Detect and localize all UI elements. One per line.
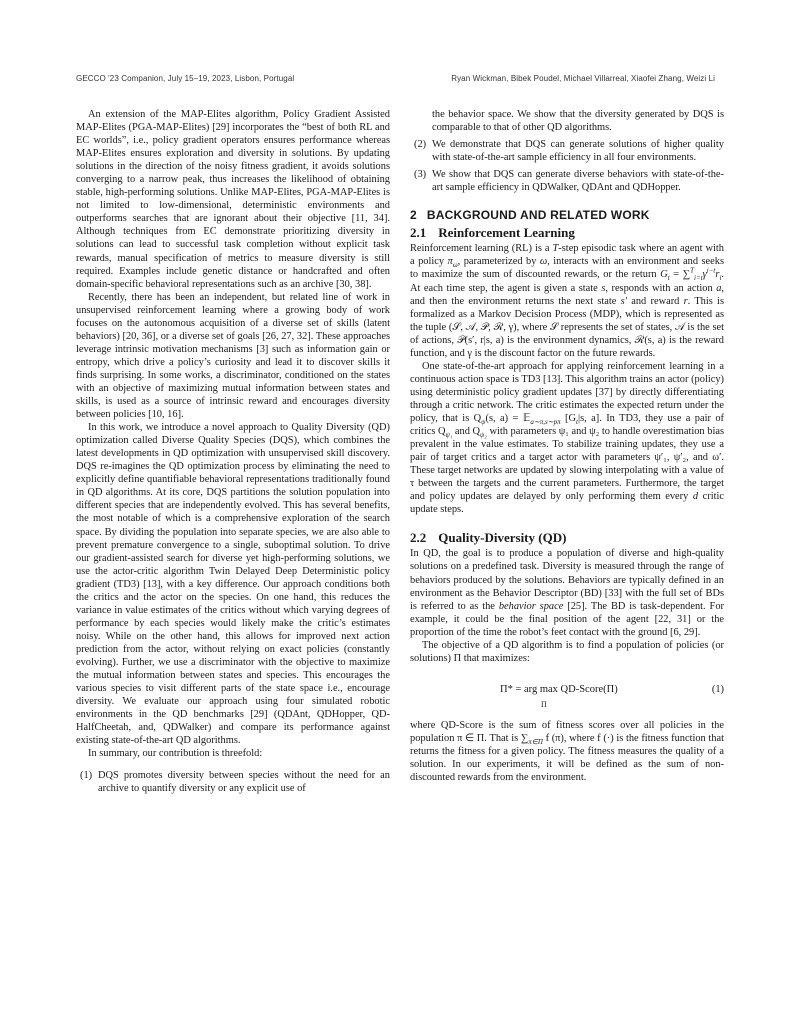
- subsection-title: Reinforcement Learning: [438, 225, 575, 241]
- paragraph-pga-map-elites: An extension of the MAP-Elites algorithm, Policy Gradient Assisted MAP-Elites (PGA-MAP-Elites) [29] incorporates the “best of both RL and EC worlds”, i.e., policy gradient operators ensures performance whereas MAP-Elites ensures exploration and diversity in solutions. By updating solutions in the direction of the noisy fitness gradient, it avoids solutions converging to a narrow peak, thus increases the likelihood of obtaining stable, high-performing solutions. Unlike MAP-Elites, PGA-MAP-Elites is not limited to low-dimensional, deterministic environments and outperforms searches that are ignorant about their objective [11, 34]. Although techniques from EC demonstrate prioritizing diversity in solutions can lead to successful task completion without explicit task rewards, manual specification of metrics to measure diversity is still required. Examples include genetic distance or handcrafted and often domain-specific behavioral representations such as an archive [30, 38].: [76, 109, 390, 290]
- list-number: (1): [80, 770, 93, 782]
- paragraph-qd-score: where QD-Score is the sum of fitness scores over all policies in the population π ∈ Π. That is $\sum_{\pi\in\Pi}$ f (π), where f (·) is the fitness function that returns the fitness for a given policy. The fitness measures the quality of a solution. In our experiments, it will be defined as the sum of non-discounted rewards from the environment.: [410, 719, 724, 784]
- subsection-number: 2.1: [410, 225, 427, 241]
- list-text: We demonstrate that DQS can generate solutions of higher quality with state-of-the-art sample efficiency in all four environments.: [432, 139, 724, 164]
- equation-number: (1): [711, 683, 724, 695]
- subsection-heading-qd: [410, 531, 724, 544]
- contribution-list-continued: [410, 108, 724, 194]
- paragraph-td3: One state-of-the-art approach for applying reinforcement learning in a continuous action space is TD3 [13]. This algorithm trains an actor (policy) using deterministic policy gradient updates [37] by directly differentiating through a critic network. The critic estimates the expected return under the policy, that is $Q_\psi(s$, a) = 𝔼$_{a\sim\pi,s\sim p\pi}$ [$G_t|s$, a]. In TD3, they use a pair of critics $Q_{\psi_1}$ and $Q_{\psi_2}$ with parameters ψ₁ and ψ₂ to handle overestimation bias prevalent in the value estimates. To stabilize training updates, they use a pair of target critics and a target actor with parameters ψ′₁, ψ′₂, and ω′. These target networks are updated by slowing interpolating with a value of τ between the targets and the current parameters. Furthermore, the target and policy updates are delayed by only performing them every d critic update steps.: [410, 360, 724, 516]
- paragraph-introduce-dqs: In this work, we introduce a novel approach to Quality Diversity (QD) optimization called Diverse Quality Species (DQS), which combines the latest developments in QD optimization with unsupervised skill discovery. DQS re-imagines the QD optimization process by eliminating the need to explicitly define quantifiable behavioral representations traditionally found in QD algorithms. At its core, DQS partitions the solution population into different species that are independently evolved. This has several benefits, the most notable of which is a comprehensive exploration of the search space. By dividing the population into separate species, we are also able to prevent premature convergence to a single, suboptimal solution. To drive our gradient-assisted search for diverse yet high-performing solutions, we use the actor-critic algorithm Twin Delayed Deep Deterministic policy gradient (TD3) [13], with a key difference. Our approach conditions both the critics and the actor on the species. On one hand, this reduces the variance in value estimates of the critics without which varying degrees of performance by each species would likely make the critic’s estimates noisy. While on the other hand, this allows for improved next action prediction from the actor, without relying on exact policies (constantly evolving). Further, we use a discriminator with the objective to maximize the mutual information between states and species. This encourages the various species to visit different parts of the state space i.e., encourage diversity. We evaluate our approach using four simulated robotic environments in the QD benchmarks [29] (QDAnt, QDHopper, QD-HalfCheetah, and, QDWalker) and compare its performance against existing state-of-the-art QD algorithms.: [76, 422, 390, 747]
- paragraph-unsupervised-rl: Recently, there has been an independent, but related line of work in unsupervised reinforcement learning where a growing body of work focuses on the autonomous acquisition of a diverse set of skills (latent behaviors) [20, 36], or a diverse set of goals [26, 27, 32]. These approaches leverage intrinsic motivation mechanisms [3] such as information gain or entropy, which drive a policy’s curiosity and lead it to discover skills it finds surprising. In some works, a discriminator, conditioned on the states with an objective of maximizing mutual information between states and skills, is used as a source of intrinsic reward and encourages diversity between policies [10, 16].: [76, 291, 390, 421]
- list-item: [76, 769, 390, 795]
- subsection-title: Quality-Diversity (QD): [438, 530, 567, 546]
- list-item: [410, 108, 724, 134]
- right-column: [410, 108, 724, 784]
- paragraph-contribution-intro: In summary, our contribution is threefold:: [88, 748, 263, 760]
- list-text: the behavior space. We show that the diversity generated by DQS is comparable to that of other QD algorithms.: [432, 109, 724, 134]
- list-item: [410, 138, 724, 164]
- list-text: DQS promotes diversity between species without the need for an archive to quantify diversity or any explicit use of: [98, 770, 390, 795]
- equation-1: [410, 673, 724, 713]
- paragraph-qd-definition: In QD, the goal is to produce a population of diverse and high-quality solutions on a predefined task. Diversity is measured through the range of behaviors produced by the solutions. Behaviors are typically defined in an environment as the Behavior Descriptor (BD) [33] with the full set of BDs is referred to as the behavior space [25]. The BD is task-dependent. For example, it could be the final position of the agent [22, 31] or the proportion of the time the robot’s feet contact with the ground [6, 29].: [410, 548, 724, 638]
- paragraph-qd-objective: The objective of a QD algorithm is to find a population of policies (or solutions) Π that maximizes:: [410, 639, 724, 664]
- equation-argmax-subscript: Π: [541, 699, 547, 709]
- paragraph-rl-definition: Reinforcement learning (RL) is a T-step episodic task where an agent with a policy $\pi_\omega$, parameterized by ω, interacts with an environment and seeks to maximize the sum of discounted rewards, or the return $G_t = \sum^T_{i=t}\gamma^{i-t}r_i$. At each time step, the agent is given a state s, responds with an action a, and then the environment returns the next state s′ and reward r. This is formalized as a Markov Decision Process (MDP), which is represented as the tuple (𝒮, 𝒜, 𝒫, ℛ, γ), where 𝒮 represents the set of states, 𝒜 is the set of actions, 𝒫(s′, r|s, a) is the environment dynamics, ℛ(s, a) is the reward function, and γ is the discount factor on the future rewards.: [410, 243, 725, 359]
- subsection-number: 2.2: [410, 530, 427, 546]
- running-header-venue: GECCO '23 Companion, July 15–19, 2023, Lisbon, Portugal: [76, 74, 295, 83]
- list-number: (3): [414, 169, 427, 181]
- section-number: 2: [410, 208, 417, 223]
- contribution-list: [76, 769, 390, 795]
- section-title: BACKGROUND AND RELATED WORK: [426, 208, 650, 223]
- left-column: [76, 108, 390, 799]
- section-heading-background: [410, 209, 724, 222]
- list-number: (2): [414, 139, 427, 151]
- list-item: [410, 168, 724, 194]
- list-text: We show that DQS can generate diverse behaviors with state-of-the-art sample efficiency in QDWalker, QDAnt and QDHopper.: [432, 169, 724, 194]
- subsection-heading-rl: [410, 226, 724, 239]
- running-header-authors: Ryan Wickman, Bibek Poudel, Michael Villarreal, Xiaofei Zhang, Weizi Li: [451, 74, 715, 83]
- equation-body: Π* = arg max QD-Score(Π): [500, 683, 618, 695]
